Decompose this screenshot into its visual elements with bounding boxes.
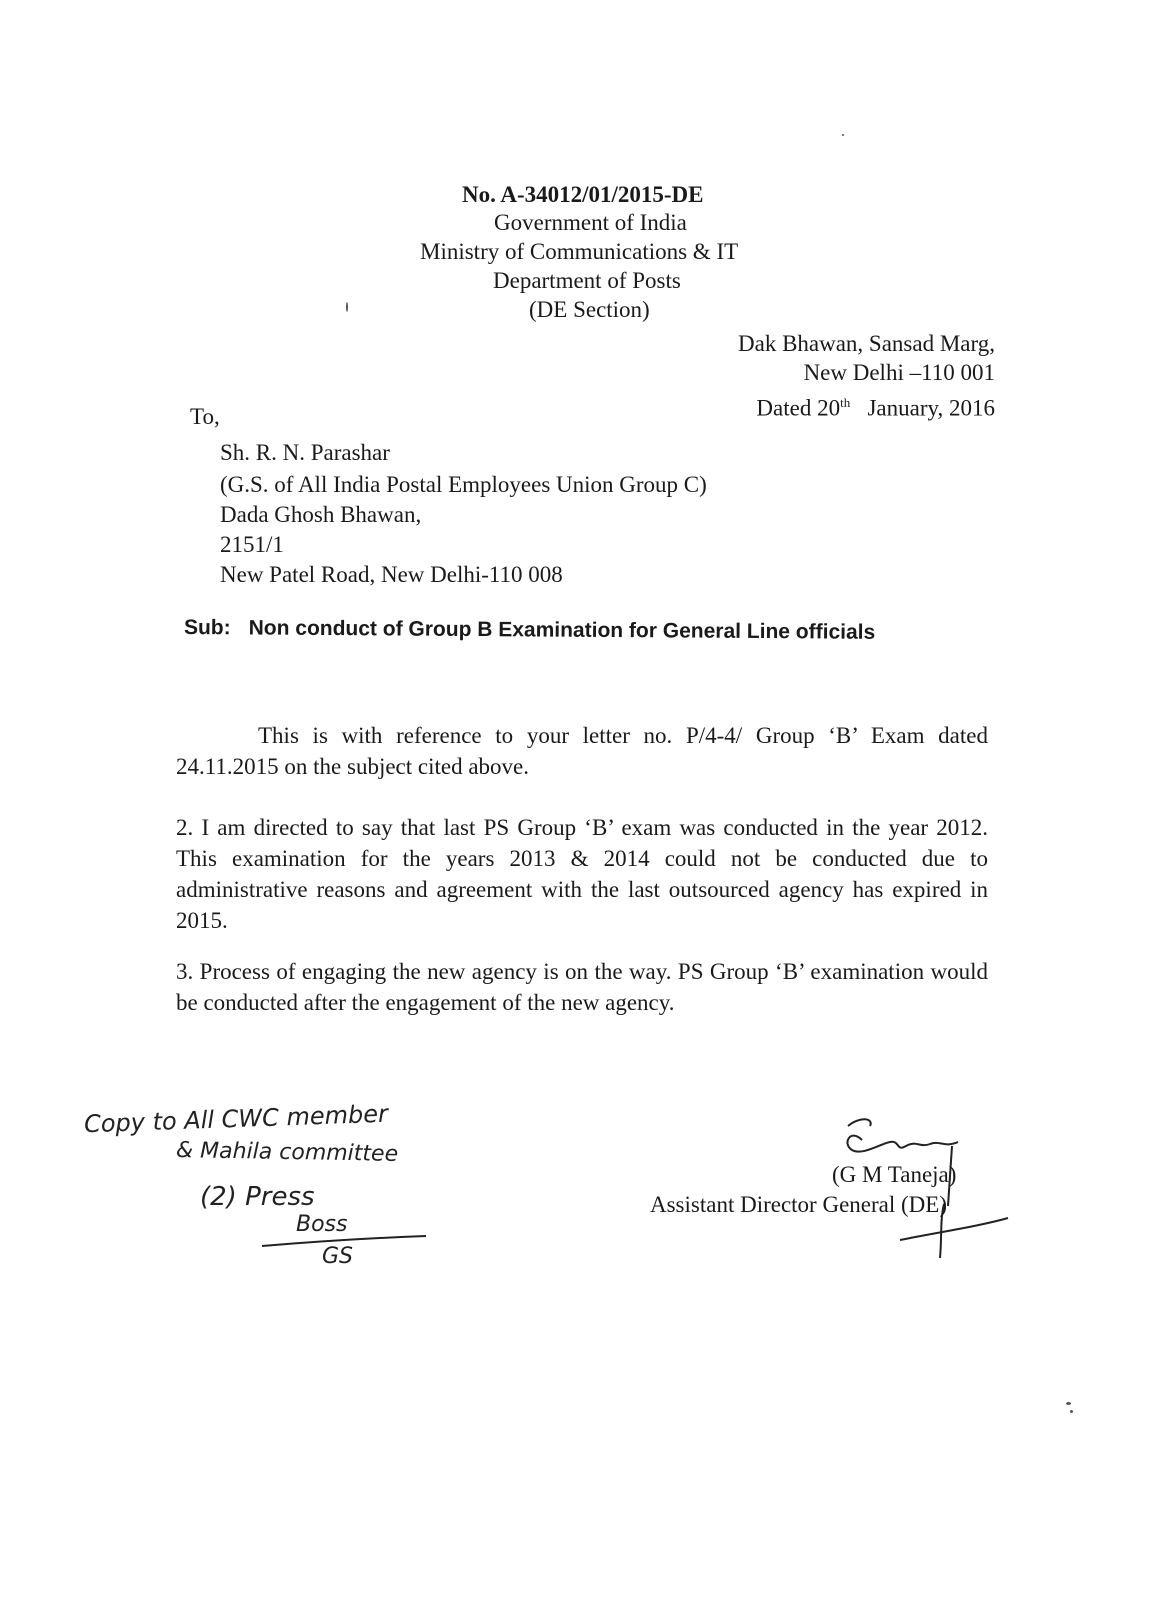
sender-address-line-2: New Delhi –110 001 — [803, 360, 995, 385]
recipient-address-line-2: 2151/1 — [220, 532, 284, 557]
section-line: (DE Section) — [529, 297, 650, 322]
paragraph-1: This is with reference to your letter no. P/4-4/ Group ‘B’ Exam dated 24.11.2015 on the subject cited above. — [176, 723, 988, 779]
recipient-name: Sh. R. N. Parashar — [220, 440, 390, 465]
handwritten-line-1: Copy to All CWC member — [83, 1099, 389, 1139]
scan-speck — [1070, 1410, 1073, 1413]
paragraph-3: 3. Process of engaging the new agency is on the way. PS Group ‘B’ examination would be conducted after the engagement of the new agency. — [176, 959, 988, 1015]
signatory-designation: Assistant Director General (DE) — [650, 1192, 947, 1217]
sender-address-line-1: Dak Bhawan, Sansad Marg, — [738, 331, 995, 356]
handwritten-line-5: GS — [322, 1244, 354, 1269]
scan-speck — [1066, 1402, 1071, 1405]
date-suffix: th — [840, 395, 851, 410]
handwritten-line-4: Boss — [296, 1212, 348, 1237]
department-line: Department of Posts — [493, 268, 681, 293]
recipient-address-line-3: New Patel Road, New Delhi-110 008 — [220, 562, 563, 587]
paragraph-2: 2. I am directed to say that last PS Group ‘B’ exam was conducted in the year 2012. This examination for the years 2013 & 2014 could not be conducted due to administrative reasons and agreement with the last outsourced agency has expired in 2015. — [176, 815, 988, 933]
scan-speck — [346, 302, 348, 312]
date-prefix: Dated 20 — [756, 395, 841, 421]
handwritten-line-3: (2) Press — [200, 1182, 315, 1212]
recipient-address-line-1: Dada Ghosh Bhawan, — [220, 502, 422, 527]
signature-mark — [840, 1108, 1020, 1268]
subject-label: Sub: — [183, 616, 231, 640]
signatory-name: (G M Taneja) — [832, 1162, 957, 1187]
subject-text: Non conduct of Group B Examination for General Line officials — [248, 616, 876, 644]
to-label: To, — [190, 404, 220, 429]
date-rest: January, 2016 — [867, 395, 995, 421]
handwritten-line-2: & Mahila committee — [175, 1138, 399, 1167]
ministry-line: Ministry of Communications & IT — [420, 239, 739, 264]
recipient-organisation: (G.S. of All India Postal Employees Union Group C) — [220, 472, 707, 497]
reference-number: No. A-34012/01/2015-DE — [462, 182, 704, 207]
scan-speck — [842, 134, 844, 136]
government-line: Government of India — [494, 210, 687, 235]
letter-date — [756, 388, 995, 424]
subject-line — [184, 616, 875, 645]
